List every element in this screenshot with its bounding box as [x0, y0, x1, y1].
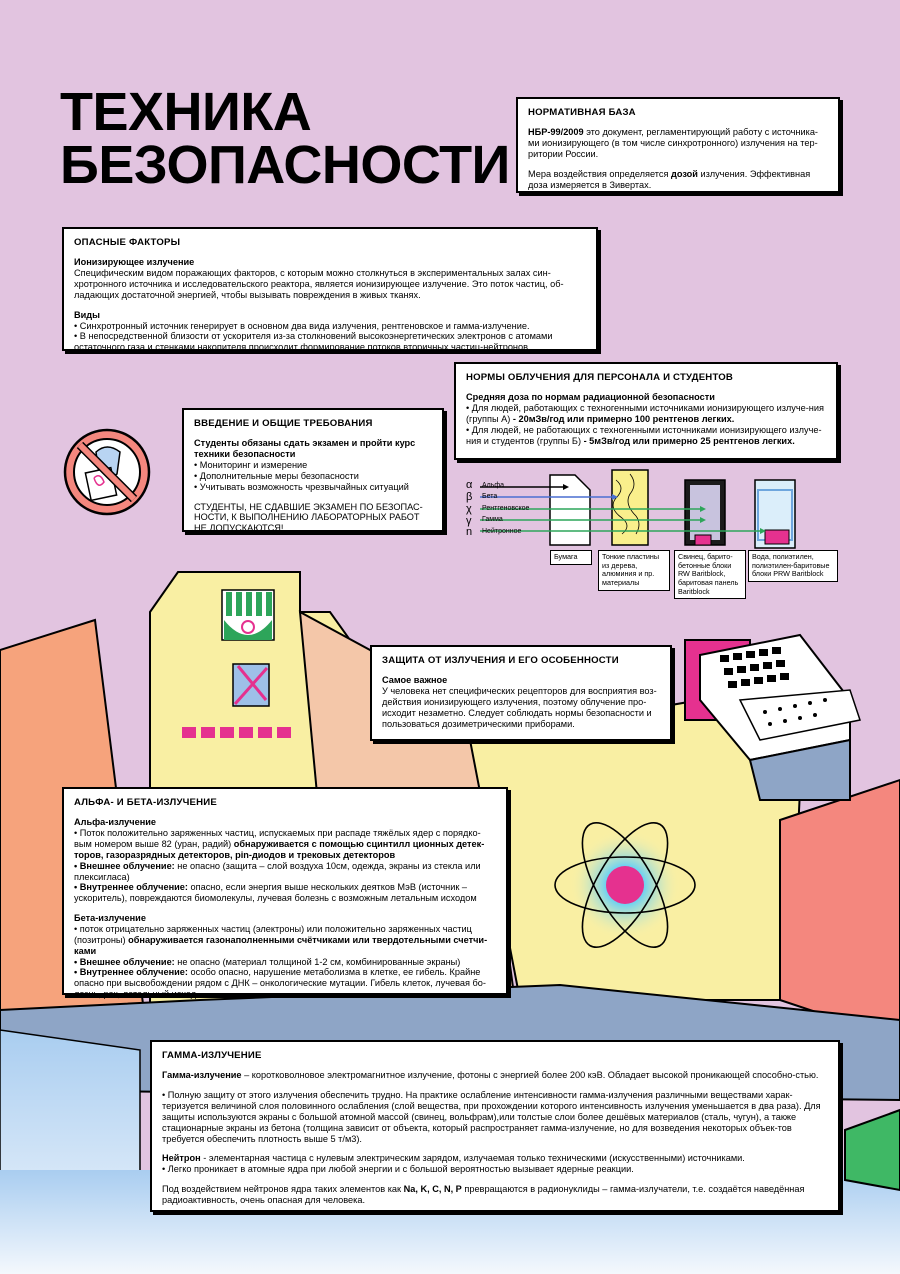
gamma-p3b: • Легко проникает в атомные ядра при любой энергии и с большой вероятностью вызывает ядерные реакции.: [162, 1164, 634, 1175]
right-salmon-wedge: [780, 780, 900, 1040]
alpha-sub: Альфа-излучение: [74, 817, 156, 828]
norms-b2-text: • Для людей, не работающих с техногенными источниками ионизирующего излуче-ния и студентов (группы Б): [466, 424, 822, 446]
norms-b2: [466, 425, 826, 447]
alpha-b3: [74, 882, 496, 904]
norms-panel: [454, 362, 838, 460]
gamma-p1-text: – коротковолновое электромагнитное излучение, фотоны с энергией более 200 кэВ. Обладает высокой проникающей способно-стью.: [241, 1070, 819, 1081]
symbol-chi: χ: [466, 503, 472, 515]
paper-barrier: [550, 475, 590, 545]
intro-item: • Учитывать возможность чрезвычайных ситуаций: [194, 481, 409, 492]
normative-dose: дозой: [671, 168, 698, 179]
protection-text: У человека нет специфических рецепторов для восприятия воз-действия ионизирующего излучения, поэтому облучение про-исходит незаметно. Следует соблюдать нормы безопасности и пользоваться дозиметрическими приборами.: [382, 686, 657, 729]
intro-list: [194, 460, 432, 493]
green-wedge: [845, 1110, 900, 1190]
tower-logo: [222, 590, 274, 640]
alphabeta-heading: АЛЬФА- И БЕТА-ИЗЛУЧЕНИЕ: [74, 797, 217, 808]
gamma-elements: Na, K, C, N, P: [403, 1184, 462, 1195]
hazards-panel: [62, 227, 598, 351]
label-gamma: Гамма: [482, 516, 503, 523]
hazards-p1: Специфическим видом поражающих факторов, с которым можно столкнуться в экспериментальных залах син-хротронного источника и исследовательского реактора, является ионизирующее излучение. Это поток частиц, об-ладающих достаточной энергией, чтобы вызывать повреждения в живых тканях.: [74, 268, 564, 300]
neutron-term: Нейтрон: [162, 1153, 201, 1164]
gamma-p3: [162, 1153, 828, 1164]
symbol-beta: β: [466, 491, 473, 503]
norms-sub: Средняя доза по нормам радиационной безопасности: [466, 392, 715, 403]
hazards-sub2: Виды: [74, 309, 100, 320]
norms-b1: • Для людей, работающих с техногенными источниками ионизирующего излуче-ния: [466, 403, 824, 414]
intro-sub: Студенты обязаны сдать экзамен и пройти курс техники безопасности: [194, 438, 416, 460]
gamma-p4a: Под воздействием нейтронов ядра таких элементов как: [162, 1184, 404, 1195]
label-neutron: Нейтронное: [482, 528, 522, 535]
no-entry-illustration: [65, 430, 149, 514]
page-title: [60, 82, 510, 195]
intro-item: • Дополнительные меры безопасности: [194, 470, 359, 481]
intro-item: • Мониторинг и измерение: [194, 460, 308, 471]
intro-warning: СТУДЕНТЫ, НЕ СДАВШИЕ ЭКЗАМЕН ПО БЕЗОПАС-НОСТИ, К ВЫПОЛНЕНИЮ ЛАБОРАТОРНЫХ РАБОТ НЕ ДОПУСКАЮТСЯ!: [194, 501, 423, 534]
alpha-b1: [74, 828, 496, 861]
gamma-heading: ГАММА-ИЗЛУЧЕНИЕ: [162, 1050, 262, 1061]
gamma-panel: [150, 1040, 840, 1212]
barrier-label-lead: Свинец, барито-бетонные блоки RW Baritblock, баритовая панель Baritblock: [674, 550, 746, 599]
normative-p2b: излучения. Эффективная доза измеряется в Зивертах.: [528, 168, 811, 190]
beta-b1: [74, 924, 496, 957]
beta-internal-label: • Внутреннее облучение:: [74, 967, 188, 978]
alpha-external-label: • Внешнее облучение:: [74, 860, 175, 871]
normative-base-panel: [516, 97, 840, 193]
norms-heading: НОРМЫ ОБЛУЧЕНИЯ ДЛЯ ПЕРСОНАЛА И СТУДЕНТОВ: [466, 372, 734, 383]
normative-p2a: Мера воздействия определяется: [528, 168, 672, 179]
normative-p1: [528, 127, 828, 160]
normative-p2: [528, 169, 828, 191]
page-title-line2: БЕЗОПАСНОСТИ: [60, 135, 510, 195]
norms-group-a-dose: - 20мЗв/год или примерно 100 рентгенов легких.: [512, 414, 735, 425]
alpha-b2: [74, 861, 496, 883]
alpha-external-text: не опасно (защита – слой воздуха 10см, одежда, экраны из стекла или плексигласа): [74, 860, 481, 882]
norms-b1b-text: (группы А): [466, 414, 513, 425]
alpha-beta-panel: [62, 787, 508, 1000]
beta-external-text: не опасно (материал толщиной 1-2 см, комбинированные экраны): [174, 956, 461, 967]
label-beta: Бета: [482, 493, 498, 500]
protection-heading: ЗАЩИТА ОТ ИЗЛУЧЕНИЯ И ЕГО ОСОБЕННОСТИ: [382, 655, 619, 666]
gamma-p2: • Полную защиту от этого излучения обеспечить трудно. На практике ослабление интенсивности гамма-излучения различными веществами харак-теризуется величиной слоя половинного ослабления (слой вещества, при прохождении которого интенсивность излучения уменьшается в два раза). Для защиты используются экраны с большой атомной массой (свинец, вольфрам),или толстые слои более дешёвых материалов (сталь, чугун), а также стационарные экраны из бетона (толщина зависит от объекта, который распространяет гамма-излучение, но для возведения некоторых объек-тов требуется обеспечить плотность выше 5 т/м3).: [162, 1090, 821, 1144]
gamma-p1: [162, 1070, 828, 1081]
normative-doc-name: НБР-99/2009: [528, 127, 584, 138]
beta-sub: Бета-излучение: [74, 913, 146, 924]
gamma-p4: [162, 1184, 828, 1206]
alpha-b1-text: • Поток положительно заряженных частиц, испускаемых при распаде тяжёлых ядер с порядко-вым номером выше 82 (уран, радий): [74, 828, 481, 850]
label-xray: Рентгеновское: [482, 505, 530, 512]
normative-p1-text: это документ, регламентирующий работу с источника-ми ионизирующего (в том числе синхротронного) излучения на тер-ритории России.: [528, 127, 818, 160]
hazards-sub1: Ионизирующее излучение: [74, 257, 195, 268]
gamma-p4b: превращаются в радионуклиды – гамма-излучатели, т.е. создаётся наведённая радиоактивность, очень опасная для человека.: [162, 1184, 805, 1206]
barrier-label-water: Вода, полиэтилен, полиэтилен-баритовые блоки PRW Baritblock: [748, 550, 838, 582]
protection-sub: Самое важное: [382, 675, 448, 686]
intro-panel: [182, 408, 444, 532]
symbol-alpha: α: [466, 479, 473, 491]
alpha-internal-label: • Внутреннее облучение:: [74, 882, 188, 893]
alpha-internal-text: опасно, если энергия выше нескольких деятков МэВ (источник – ускоритель), повреждаются биомолекулы, лучевая болезнь с возможным летальным исходом: [74, 882, 477, 904]
label-alpha: Альфа: [482, 482, 505, 489]
hazards-heading: ОПАСНЫЕ ФАКТОРЫ: [74, 237, 181, 248]
beta-external-label: • Внешнее облучение:: [74, 956, 175, 967]
symbol-n: n: [466, 526, 473, 538]
page-title-line1: ТЕХНИКА: [60, 82, 312, 142]
norms-b1b: [466, 414, 826, 425]
tower-window: [233, 664, 269, 706]
beta-b2: [74, 957, 496, 968]
barrier-label-thin-plates: Тонкие пластины из дерева, алюминия и пр. материалы: [598, 550, 670, 591]
gamma-term: Гамма-излучение: [162, 1070, 242, 1081]
gamma-p3-text: - элементарная частица с нулевым электрическим зарядом, излучаемая только техническими (искусственными) источниками.: [200, 1153, 745, 1164]
symbol-gamma: γ: [466, 515, 472, 527]
beta-b1-text: • поток отрицательно заряженных частиц (электроны) или положительно заряженных частиц (позитроны): [74, 924, 472, 945]
barrier-label-paper: Бумага: [550, 550, 592, 565]
hazards-b1: • Синхротронный источник генерирует в основном два вида излучения, рентгеновское и гамма-излучение.: [74, 320, 530, 331]
beta-b3: [74, 967, 496, 1000]
alpha-detection: обнаруживается с помощью сцинтилл ционных детек-торов, газоразрядных детекторов, pin-диодов и трековых детекторов: [74, 839, 485, 860]
beta-detection: обнаруживается газонаполненными счётчиками или твердотельными счетчи-ками: [74, 934, 488, 956]
normative-heading: НОРМАТИВНАЯ БАЗА: [528, 107, 636, 118]
protection-panel: [370, 645, 672, 741]
hazards-b2: • В непосредственной близости от ускорителя из-за столкновений высокоэнергетических электронов с атомами остаточного газа и стенками накопителя происходит формирование потоков вторичных частиц-нейтронов.: [74, 331, 553, 353]
intro-heading: ВВЕДЕНИЕ И ОБЩИЕ ТРЕБОВАНИЯ: [194, 418, 373, 429]
beta-internal-text: особо опасно, нарушение метаболизма в клетке, ее гибель. Крайне опасно при высвобождении рядом с ДНК – онкологические мутации. Гибель клеток, лучевая бо-лезнь, рак, летальный исход.: [74, 967, 486, 1000]
norms-group-b-dose: - 5мЗв/год или примерно 25 рентгенов легких.: [583, 435, 795, 446]
